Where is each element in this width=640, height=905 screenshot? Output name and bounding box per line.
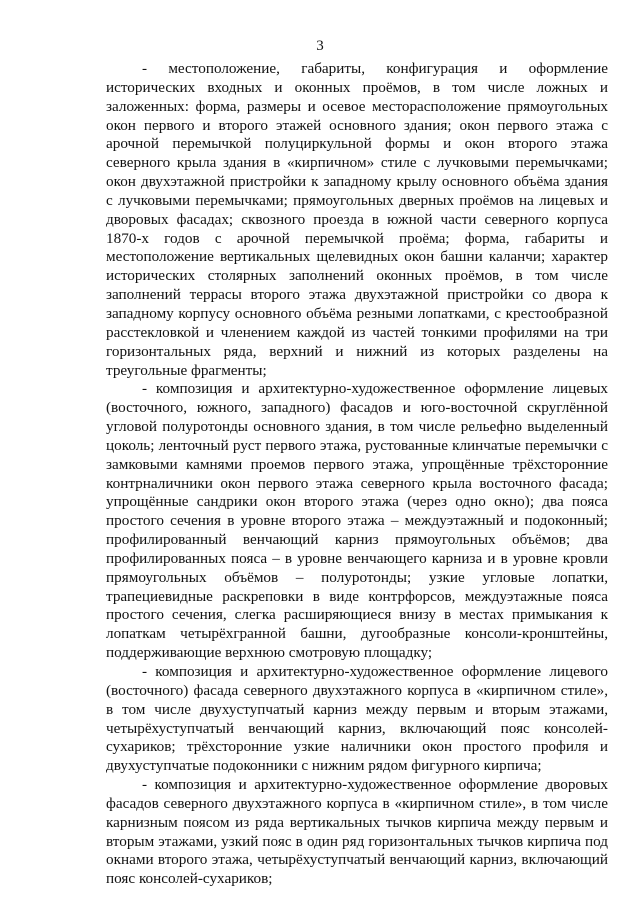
page-number: 3 — [316, 38, 324, 54]
paragraph-north-front-facade: - композиция и архитектурно-художественное оформление лицевого (восточного) фасада северного двухэтажного корпуса в «кирпичном стиле», в том числе двухуступчатый карниз между первым и вторым этажами, четырёхуступчатый венчающий карниз, включающий пояс консолей-сухариков; трёхсторонние узкие наличники окон простого профиля и двухуступчатые подоконники с нижним рядом фигурного кирпича; — [106, 663, 608, 775]
paragraph-north-courtyard-facades: - композиция и архитектурно-художественное оформление дворовых фасадов северного двухэтажного корпуса в «кирпичном стиле», в том числе карнизным поясом из ряда вертикальных тычков кирпича между первым и вторым этажами, узкий пояс в один ряд горизонтальных тычков кирпича под окнами второго этажа, четырёхуступчатый венчающий карниз, включающий пояс консолей-сухариков; — [106, 776, 608, 888]
document-body — [106, 60, 608, 889]
paragraph-main-facades: - композиция и архитектурно-художественное оформление лицевых (восточного, южного, западного) фасадов и юго-восточной скруглённой угловой полуротонды основного здания, в том числе рельефно выделенный цоколь; ленточный руст первого этажа, рустованные клинчатые перемычки с замковыми камнями проемов первого этажа, упрощённые трёхсторонние контрналичники окон первого этажа северного крыла восточного фасада; упрощённые сандрики окон второго этажа (через одно окно); два пояса простого сечения в уровне второго этажа – междуэтажный и подоконный; профилированный венчающий карниз прямоугольных объёмов; два профилированных пояса – в уровне венчающего карниза и в уровне кровли прямоугольных объёмов – полуротонды; узкие угловые лопатки, трапециевидные раскреповки в виде контрфорсов, междуэтажные пояса простого сечения, слегка расширяющиеся внизу в местах примыкания к лопаткам четырёхгранной башни, дугообразные консоли-кронштейны, поддерживающие верхнюю смотровую площадку; — [106, 380, 608, 662]
paragraph-openings: - местоположение, габариты, конфигурация и оформление исторических входных и оконных проёмов, в том числе ложных и заложенных: форма, размеры и осевое месторасположение прямоугольных окон первого и второго этажей основного здания; окон первого этажа с арочной перемычкой полуциркульной формы и окон второго этажа северного крыла здания в «кирпичном» стиле с лучковыми перемычками; окон двухэтажной пристройки к западному крылу основного объёма здания с лучковыми перемычками; прямоугольных дверных проёмов на лицевых и дворовых фасадах; сквозного проезда в южной части северного корпуса 1870-х годов с арочной перемычкой проёма; форма, габариты и местоположение вертикальных щелевидных окон башни каланчи; характер исторических столярных заполнений оконных проёмов, в том числе заполнений террасы второго этажа двухэтажной пристройки со двора к западному корпусу основного объёма резными лопатками, с крестообразной расстекловкой и членением каждой из частей тонкими профилями на три горизонтальных ряда, верхний и нижний из которых разделены на треугольные фрагменты; — [106, 60, 608, 379]
